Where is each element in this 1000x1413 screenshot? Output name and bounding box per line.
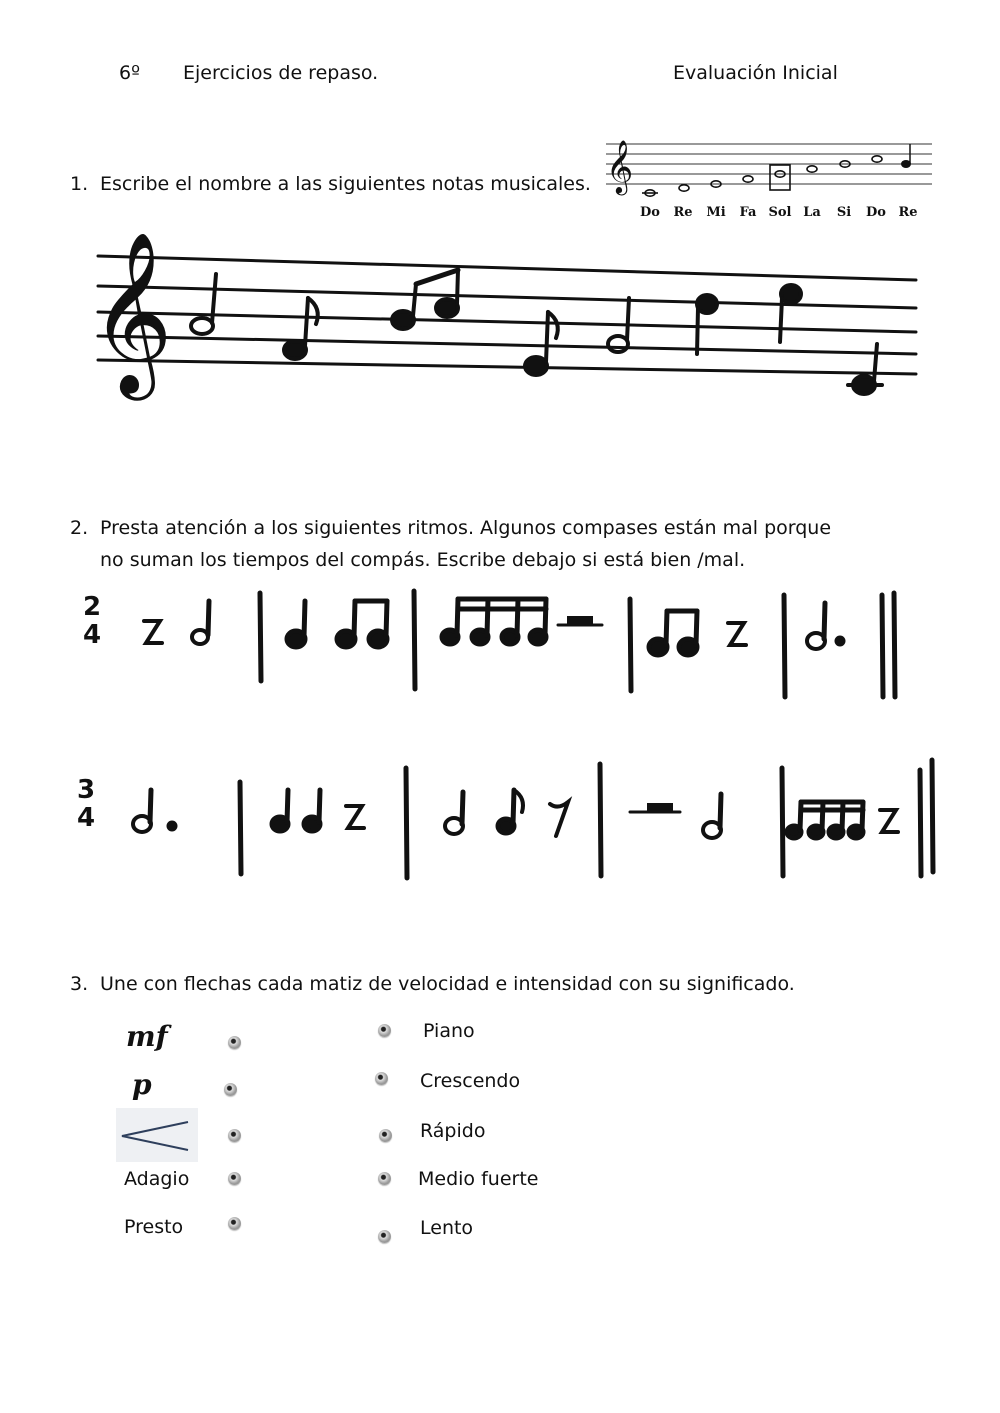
question-3 (70, 968, 870, 1000)
crescendo-hairpin-icon (116, 1108, 198, 1162)
piano-symbol: p (132, 1068, 152, 1101)
rhythm-line-1 (60, 585, 940, 705)
question-1 (70, 168, 630, 200)
meaning-crescendo: Crescendo (420, 1070, 521, 1092)
evaluation-label: Evaluación Inicial (673, 62, 838, 84)
right-connector-dot[interactable] (378, 1172, 391, 1185)
right-connector-dot[interactable] (375, 1072, 388, 1085)
question-text: Une con flechas cada matiz de velocidad e intensidad con su significado. (100, 973, 795, 995)
reference-staff (600, 138, 935, 228)
rhythm-line-2 (60, 760, 950, 890)
treble-clef-icon: 𝄞 (606, 139, 634, 193)
meaning-medio-fuerte: Medio fuerte (418, 1168, 539, 1190)
question-2 (70, 512, 870, 576)
ref-note-label: Do (640, 205, 660, 220)
question-text: Escribe el nombre a las siguientes notas musicales. (100, 173, 591, 195)
ref-note-label: Mi (706, 205, 726, 220)
question-text: Presta atención a los siguientes ritmos. Algunos compases están mal porque no suman los tiempos del compás. Escribe debajo si está bien /mal. (100, 517, 832, 571)
ref-note-label: Re (673, 205, 693, 220)
ref-note-label: La (803, 205, 821, 220)
left-connector-dot[interactable] (228, 1172, 241, 1185)
presto-label: Presto (124, 1216, 184, 1238)
grade-label: 6º (119, 62, 141, 84)
time-signature-top: 3 (76, 775, 96, 805)
adagio-label: Adagio (124, 1168, 190, 1190)
left-connector-dot[interactable] (228, 1217, 241, 1230)
time-signature-bottom: 4 (82, 620, 102, 650)
left-connector-dot[interactable] (224, 1083, 237, 1096)
right-connector-dot[interactable] (378, 1024, 391, 1037)
page-title: Ejercicios de repaso. (183, 62, 379, 84)
ref-note-label: Si (836, 205, 852, 220)
left-connector-dot[interactable] (228, 1036, 241, 1049)
ref-note-label: Do (866, 205, 886, 220)
ref-note-label: Sol (768, 205, 792, 220)
time-signature-bottom: 4 (76, 803, 96, 833)
right-connector-dot[interactable] (378, 1230, 391, 1243)
exercise-staff (90, 228, 930, 408)
question-number: 2. (70, 517, 89, 539)
meaning-piano: Piano (423, 1020, 475, 1042)
question-number: 3. (70, 973, 89, 995)
treble-clef-icon: 𝄞 (90, 231, 173, 394)
time-signature-top: 2 (82, 592, 102, 622)
right-connector-dot[interactable] (379, 1129, 392, 1142)
left-connector-dot[interactable] (228, 1129, 241, 1142)
ref-note-label: Re (898, 205, 918, 220)
meaning-rapido: Rápido (420, 1120, 486, 1142)
ref-note-label: Fa (739, 205, 757, 220)
crescendo-symbol-box (116, 1108, 198, 1162)
mezzo-forte-symbol: mf (126, 1020, 168, 1053)
question-number: 1. (70, 173, 89, 195)
meaning-lento: Lento (420, 1217, 474, 1239)
